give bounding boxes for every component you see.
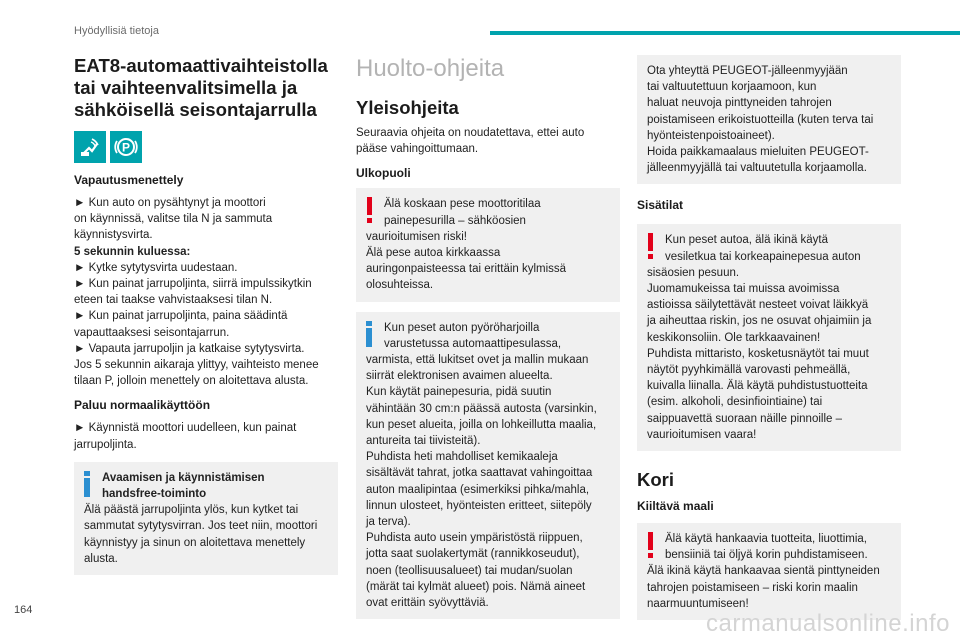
watermark: carmanualsonline.info: [706, 610, 950, 637]
column-right: [637, 55, 901, 620]
info-box-body: Älä päästä jarrupoljinta ylös, kun kytket tai sammutat sytytysvirran. Jos teet niin, moottori käynnistyy ja sinun on aloitettava menettely alusta.: [84, 504, 318, 565]
column-left: [74, 55, 338, 575]
warning-icon: [647, 233, 653, 259]
info-box-washing: Kun peset auton pyöröharjoilla varustetussa automaattipesulassa, varmista, että lukitset ovet ja mallin mukaan siirrät elektronisen avaimen alueelta. Kun käytät painepesuria, pidä suutin vähintään 30 cm:n päässä autosta (varsinkin, kun peset alueita, joilla on lohkeillutta maalia, antureita tai tiivisteitä). Puhdista heti mahdolliset kemikaaleja sisältävät tahrat, jotka saattavat vahingoittaa auton maalipintaa (esimerkiksi pihka/mahla, linnun ulosteet, hyönteisten eritteet, siitepöly ja terva). Puhdista auto usein ympäristöstä riippuen, jotta saat suolakertymät (rannikkoseudut), noen (teollisuusalueet) tai mudan/suolan (märät tai kylmät alueet) pois. Nämä aineet ovat erittäin syövyttäviä.: [356, 312, 620, 620]
subheading-release-procedure: Vapautusmenettely: [74, 173, 184, 187]
subheading-interior: Sisätilat: [637, 198, 684, 213]
return-step: ► Käynnistä moottori uudelleen, kun painat jarrupoljinta.: [74, 422, 297, 451]
page-number: 164: [14, 604, 33, 616]
info-icon: [366, 321, 372, 347]
section-title-body: Kori: [637, 469, 674, 491]
warning-icon: [647, 532, 653, 558]
release-step-1: ► Kun auto on pysähtynyt ja moottori on käynnissä, valitse tila N ja sammuta käynnistysvirta.: [74, 197, 273, 242]
warning-box-interior: Kun peset autoa, älä ikinä käytä vesiletkua tai korkeapainepesua auton sisäosien pesuun. Juomamukeissa tai muissa avoimissa astioissa säilytettävät nesteet voivat läikkyä ja aiheuttaa riskin, jos ne osuvat ohjaimiin ja keskikonsoliin. Ole tarkkaavainen! Puhdista mittaristo, kosketusnäytöt tai muut näytöt pyyhkimällä varovasti pehmeällä, kuivalla liinalla. Älä käytä puhdistustuotteita (esim. alkoholi, desinfiointiaine) tai saippuavettä suoraan näille pinnoille – vaurioitumisen vaara!: [637, 224, 901, 451]
parking-brake-letter: P: [121, 140, 131, 155]
subheading-glossy-paint: Kiiltävä maali: [637, 499, 714, 514]
section-header: Hyödyllisiä tietoja: [74, 25, 159, 37]
info-box-title: Avaamisen ja käynnistämisen handsfree-toiminto: [102, 471, 265, 501]
info-box-handsfree: [74, 462, 338, 575]
column-middle: [356, 55, 620, 619]
intro-text: Seuraavia ohjeita on noudatettava, ettei auto pääse vahingoittumaan.: [356, 127, 585, 156]
info-icon: [84, 471, 90, 497]
release-steps: ► Kytke sytytysvirta uudestaan. ► Kun painat jarrupoljinta, siirrä impulssikytkin eteen tai taakse vahvistaaksesi tilan N. ► Kun painat jarrupoljinta, paina säädintä vapauttaaksesi seisontajarrun. ► Vapauta jarrupoljin ja katkaise sytytysvirta. Jos 5 sekunnin aikaraja ylittyy, vaihteisto menee tilaan P, jolloin menettely on aloitettava alusta.: [74, 261, 319, 388]
chapter-title: Huolto-ohjeita: [356, 55, 505, 82]
header-accent-bar: [490, 31, 960, 35]
five-second-label: 5 sekunnin kuluessa:: [74, 245, 191, 258]
warning-box-paint: Älä käytä hankaavia tuotteita, liuottimia, bensiiniä tai öljyä korin puhdistamiseen. Älä ikinä käytä hankaavaa sientä pinttyneiden tahrojen poistamiseen – riski korin maalin naarmuuntumiseen!: [637, 523, 901, 620]
subheading-return-normal: Paluu normaalikäyttöön: [74, 398, 211, 413]
note-box-dealer: Ota yhteyttä PEUGEOT-jälleenmyyjään tai valtuutettuun korjaamoon, kun haluat neuvoja pinttyneiden tahrojen poistamiseen erikoistuotteilla (kuten terva tai hyönteistenpoistoaineet). Hoida paikkamaalaus mieluiten PEUGEOT- jälleenmyyjällä tai valtuutetulla korjaamolla.: [637, 55, 901, 184]
warning-icon: [366, 197, 372, 223]
icon-row: [74, 131, 338, 163]
section-title-eat8: EAT8-automaattivaihteistolla tai vaihteenvalitsimella ja sähköisellä seisontajarrulla: [74, 55, 328, 120]
parking-brake-icon: [110, 131, 142, 163]
warning-box-exterior: Älä koskaan pese moottoritilaa painepesurilla – sähköosien vaurioitumisen riski! Älä pese autoa kirkkaassa auringonpaisteessa tai erittäin kylmissä olosuhteissa.: [356, 188, 620, 301]
subheading-exterior: Ulkopuoli: [356, 166, 411, 181]
section-title-general: Yleisohjeita: [356, 97, 459, 118]
gear-selector-icon: [74, 131, 106, 163]
